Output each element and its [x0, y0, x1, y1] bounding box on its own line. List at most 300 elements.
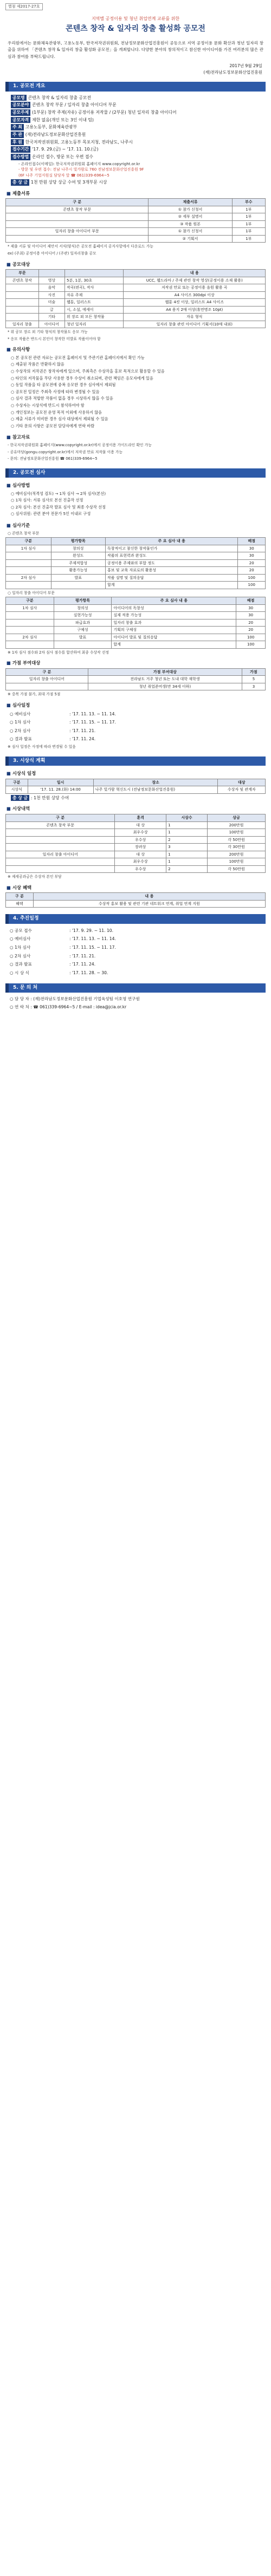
table-cell: 저작권 만료 또는 공정이용 음원 활용 곡 [124, 284, 266, 292]
table-cell: 공정이용 주제와의 부합 정도 [105, 559, 237, 567]
benefits-heading: ■ 시상 혜택 [7, 884, 266, 891]
review-method-heading: ■ 심사방법 [7, 482, 266, 489]
table-cell: 아이디어의 독창성 [112, 604, 236, 612]
table-header-cell [64, 270, 124, 277]
table-cell: 2차 심사 [6, 574, 51, 582]
table-row [6, 235, 266, 243]
table-cell [6, 291, 39, 299]
list-item: ○ 심사 결과 적합한 작품이 없을 경우 시상하지 않을 수 있음 [11, 395, 263, 402]
table-cell: 200만원 [208, 851, 266, 858]
table-cell: 1 [166, 829, 208, 837]
overview-award [11, 179, 266, 186]
table-cell: 100만원 [208, 829, 266, 837]
table-cell [6, 858, 115, 866]
table-row [6, 552, 266, 560]
organization: (재)전라남도정보문화산업진흥원 [203, 69, 262, 75]
table-cell: 우수상 [115, 836, 166, 844]
table-cell: 2 [166, 865, 208, 873]
table-cell [6, 306, 39, 314]
table-cell: 1부 [232, 228, 265, 236]
table-cell [6, 284, 39, 292]
table-cell: 청년 취업준비생(만 34세 이하) [88, 683, 242, 690]
table-row [6, 284, 266, 292]
table-row [6, 299, 266, 306]
prize-subject-heading: ■ 공모대상 [7, 261, 266, 268]
table-cell: 30 [238, 552, 266, 560]
table-cell: 웹툰, 일러스트 [64, 299, 124, 306]
overview-award-key: 총 상 금 [11, 179, 29, 186]
schedule-value: : '17. 11. 24. [69, 736, 96, 742]
table-row [6, 641, 266, 649]
table-cell: 100 [238, 582, 266, 589]
table-header-cell: 구 분 [6, 893, 34, 901]
schedule-label: ○ 시 상 식 [10, 970, 29, 975]
table-header-cell: 구 분 [6, 199, 149, 206]
table-cell: 1 [166, 858, 208, 866]
table-cell [6, 213, 149, 221]
table-cell: 기획의 구체성 [112, 627, 236, 634]
overview-item [11, 139, 266, 146]
table-cell: 합계 [112, 641, 236, 649]
table-cell: 100 [236, 641, 266, 649]
schedule-label: ○ 결과 발표 [10, 736, 32, 742]
overview-item [11, 117, 266, 123]
table-row [6, 559, 266, 567]
benefits-table [5, 892, 266, 908]
table-cell: 1부 [232, 213, 265, 221]
table-cell: 수상자 및 관계자 [218, 786, 266, 794]
list-item: ○ 동일 작품을 타 공모전에 중복 응모한 경우 심사에서 제외됨 [11, 382, 263, 389]
overview-award-value: 1천 만원 상당 상금 수여 및 3개부문 시상 [31, 180, 107, 185]
page-title: 콘텐츠 창작 & 일자리 창출 활성화 공모전 [66, 24, 205, 33]
overview-note: - 온라인접수(이메일): 한국저작권위원회 홈페이지 www.copyright.or.kr [18, 161, 140, 166]
table-cell: 30 [238, 545, 266, 552]
overview-item-key: 공모자격 [11, 117, 30, 123]
table-row [6, 574, 266, 582]
schedule-row [10, 927, 261, 935]
schedule-label: ○ 2차 심사 [10, 953, 31, 958]
overview-item-value: 한국저작권위원회, 고용노동부 목포지청, 전라남도, 나주시 [25, 139, 133, 145]
table-row [6, 277, 266, 284]
schedule-label: ○ 2차 심사 [10, 728, 31, 733]
entry-docs-notes [5, 244, 266, 256]
table-header-cell: 구분 [6, 538, 51, 545]
table-cell: 작곡(편곡), 작사 [64, 284, 124, 292]
schedule-row [10, 710, 261, 718]
table-cell: 청년 일자리 [64, 321, 124, 328]
schedule-row [10, 961, 261, 968]
overview-item-value: 온라인 접수, 방문 또는 우편 접수 [32, 154, 93, 159]
overview-notes [5, 161, 266, 179]
bonus-heading: ■ 가점 부여대상 [7, 660, 266, 667]
table-row [6, 619, 266, 627]
table-cell: 1 [166, 851, 208, 858]
schedule-row [10, 969, 261, 977]
table-row [6, 220, 266, 228]
table-cell [6, 829, 115, 837]
table-cell: 5분, 1분, 30초 [64, 277, 124, 284]
table-cell: 글 [38, 306, 64, 314]
table-header-cell: 평가항목 [51, 538, 105, 545]
table-cell: 1부 [232, 235, 265, 243]
schedule-label: ○ 예비심사 [10, 711, 31, 716]
section-review-heading: 2. 공모전 심사 [5, 468, 266, 478]
contact-line: ○ 연 락 처 : ☎ 061)339-6964~5 / E-mail : idea@jcia.or.kr [10, 1004, 127, 1009]
bonus-note: ※ 중복 가점 불가, 최대 가점 5점 [8, 692, 61, 697]
list-item: ○ 심사위원: 관련 분야 전문가 5인 이내로 구성 [11, 511, 263, 518]
table-cell: 1차 심사 [6, 604, 54, 612]
prize-list-heading: ■ 시상내역 [7, 805, 266, 812]
table-cell: 독창적이고 참신한 창작물인가 [105, 545, 237, 552]
table-cell: UCC, 웹드라마 / 주제 관련 창작 영상(공정이용 소재 활용) [124, 277, 266, 284]
table-cell: 발표 [51, 574, 105, 582]
list-item: ○ 수상작의 저작권은 창작자에게 있으며, 주최측은 수상작을 홍보 목적으로 활용할 수 있음 [11, 368, 263, 375]
schedule-row [10, 727, 261, 735]
schedule-value: : '17. 11. 13. ~ 11. 14. [69, 936, 116, 942]
table-cell [6, 612, 54, 619]
table-cell: 구체성 [54, 627, 112, 634]
list-item: ○ 제출된 작품은 반환하지 않음 [11, 361, 263, 368]
overview-item-value: 콘텐츠 창작 & 일자리 창출 공모전 [28, 95, 91, 100]
list-item: ○ 공모전 일정은 주최측 사정에 따라 변경될 수 있음 [11, 389, 263, 396]
table-cell: 발표 [54, 634, 112, 641]
table-cell: 웹툰 4컷 이상, 일러스트 A4 사이즈 [124, 299, 266, 306]
note-line: - 공유마당(gongu.copyright.or.kr)에서 저작권 만료 저작물 이용 가능 [8, 449, 123, 454]
table-cell: 작품 설명 및 질의응답 [105, 574, 237, 582]
table-row [6, 900, 266, 908]
table-header-cell: 구 분 [6, 814, 115, 822]
table-cell: 1부 [232, 206, 265, 213]
schedule-row [10, 953, 261, 960]
table-row [6, 844, 266, 851]
entry-docs-heading: ■ 제출서류 [7, 190, 266, 197]
table-cell: 일자리 창출 아이디어 부문 [6, 228, 149, 236]
table-header-cell: 가점 부여대상 [88, 668, 242, 676]
overall-schedule-list [5, 927, 266, 977]
table-header-cell [38, 270, 64, 277]
table-cell: 작품의 표현력과 완성도 [105, 552, 237, 560]
section-contact-heading: 5. 문 의 처 [5, 983, 266, 993]
schedule-row [10, 719, 261, 726]
schedule-label: ○ 1차 심사 [10, 720, 31, 725]
overview-item [11, 95, 266, 101]
schedule-label: ○ 1차 심사 [10, 945, 31, 950]
section-schedule-heading: 4. 추진일정 [5, 914, 266, 924]
table-header-cell: 배점 [238, 538, 266, 545]
table-cell: 홍보 및 교육 자료로의 활용성 [105, 567, 237, 575]
table-cell: ① 참가 신청서 [149, 228, 232, 236]
total-prize-key: 총 상 금 [11, 795, 29, 801]
table-cell: A4 사이즈 300dpi 이상 [124, 291, 266, 299]
table-cell [6, 683, 88, 690]
table-header-cell: 시상수 [166, 814, 208, 822]
table-cell: '17. 11. 28.(화) 14:00 [28, 786, 93, 794]
table-cell: 30 [236, 612, 266, 619]
table-header-cell: 구분 [6, 779, 28, 786]
table-cell: 아이디어 [38, 321, 64, 328]
table-cell [6, 559, 51, 567]
table-cell: 콘텐츠 창작 [6, 277, 39, 284]
table-cell: ③ 작품 원본 [149, 220, 232, 228]
table-row [6, 851, 266, 858]
table-cell: 일자리 창출 아이디어 [6, 676, 88, 683]
references-heading: ■ 참고자료 [7, 434, 266, 441]
overview-item-key: 주 관 [11, 132, 24, 138]
overview-item-key: 접수기간 [11, 146, 30, 153]
table-header-cell: 상금 [208, 814, 266, 822]
note-line: - 한국저작권위원회 홈페이지(www.copyright.or.kr)에서 공정이용 가이드라인 확인 가능 [8, 442, 152, 447]
schedule-label: ○ 공모 접수 [10, 928, 32, 933]
table-cell: 자유 주제 [64, 291, 124, 299]
table-header-cell: 훈격 [115, 814, 166, 822]
table-header-cell: 구 분 [6, 668, 88, 676]
table-header-cell: 부문 [6, 270, 39, 277]
prize-subject-notes [5, 329, 266, 342]
table-cell [6, 844, 115, 851]
table-header-cell: 내 용 [33, 893, 265, 901]
schedule-label: ○ 결과 발표 [10, 962, 32, 967]
table-row [6, 786, 266, 794]
list-item: ○ 타인의 저작물을 무단 사용한 경우 수상이 취소되며, 관련 책임은 응모자에게 있음 [11, 375, 263, 382]
table-header-cell: 부수 [232, 199, 265, 206]
table-cell: 일자리 창출 [6, 321, 39, 328]
table-cell: 아이디어 발표 및 질의응답 [112, 634, 236, 641]
list-item: ○ 본 공모전 관련 자료는 공모전 홈페이지 및 주관기관 홈페이지에서 확인 가능 [11, 355, 263, 362]
table-row [6, 321, 266, 328]
table-cell: 기타 [38, 314, 64, 321]
table-cell: 콘텐츠 창작 부문 [6, 206, 149, 213]
overview-item-key: 공모명 [11, 95, 27, 101]
table-header-cell: 내 용 [124, 270, 266, 277]
table-cell: 활용가능성 [51, 567, 105, 575]
table-cell: 음악 [38, 284, 64, 292]
table-cell: 창의성 [54, 604, 112, 612]
table-cell: 일자리 창출 관련 아이디어 기획서(10매 내외) [124, 321, 266, 328]
list-item: ○ 기타 문의 사항은 공모전 담당자에게 연락 바람 [11, 423, 263, 430]
ceremony-heading: ■ 시상식 일정 [7, 770, 266, 777]
table-cell [6, 567, 51, 575]
doc-number: 별첨 제2017-27호 [5, 3, 43, 10]
table-cell: 20 [236, 619, 266, 627]
schedule-value: : '17. 11. 21. [69, 728, 96, 733]
table-row [6, 213, 266, 221]
schedule-row [10, 944, 261, 951]
table-cell [6, 836, 115, 844]
table-row [6, 612, 266, 619]
announcement-page [5, 0, 266, 1010]
table-row [6, 865, 266, 873]
list-item: ○ 개인정보는 공모전 운영 목적 이외에 사용하지 않음 [11, 409, 263, 416]
table-cell: 장려상 [115, 844, 166, 851]
table-row [6, 836, 266, 844]
note-line: * 응모 작품은 반드시 본인이 창작한 미발표 작품이어야 함 [8, 336, 101, 341]
table-cell: 미술 [38, 299, 64, 306]
table-cell [6, 235, 149, 243]
review-schedule-note: ※ 심사 일정은 사정에 따라 변경될 수 있음 [8, 745, 76, 749]
table-cell: ② 세부 설명서 [149, 213, 232, 221]
list-item: ○ 2차 심사: 본선 진출작 발표 심사 및 최종 수상작 선정 [11, 504, 263, 511]
table-cell: 자유 형식 [124, 314, 266, 321]
table-cell: 대 상 [115, 851, 166, 858]
table-cell: 완성도 [51, 552, 105, 560]
table-header-cell: 주 요 심사 내 용 [112, 597, 236, 605]
table-header-cell: 일시 [28, 779, 93, 786]
prize-subject-table [5, 269, 266, 328]
schedule-label: ○ 예비심사 [10, 936, 31, 942]
table-cell [6, 641, 54, 649]
schedule-value: : '17. 11. 13. ~ 11. 14. [69, 711, 116, 716]
list-item: ○ 제출 서류가 미비한 경우 심사 대상에서 제외될 수 있음 [11, 416, 263, 423]
overview-item [11, 109, 266, 116]
overview-item [11, 146, 266, 153]
table-cell: 합계 [105, 582, 237, 589]
table-cell: 사진 [38, 291, 64, 299]
table-header-cell: 대상 [218, 779, 266, 786]
schedule-value: : '17. 9. 29. ~ 11. 10. [69, 928, 114, 933]
table-cell: 1 [166, 821, 208, 829]
warnings-heading: ■ 유의사항 [7, 346, 266, 353]
table-cell: 콘텐츠 창작 부문 [6, 821, 115, 829]
overview-item [11, 132, 266, 138]
table-cell [51, 582, 105, 589]
table-cell: 전라남도 거주 청년 또는 도내 대학 재학생 [88, 676, 242, 683]
criteria-b-table [5, 597, 266, 649]
overview-note: - 방문 및 우편 접수: 전남 나주시 빛가람로 760 전남정보문화산업진흥원 9F [18, 167, 144, 172]
table-header-cell: 장소 [93, 779, 218, 786]
table-cell: 5 [242, 676, 265, 683]
table-cell: 대 상 [115, 821, 166, 829]
criteria-note: ※ 1차 심사 점수와 2차 심사 점수를 합산하여 최종 수상작 선정 [8, 650, 109, 655]
table-cell: 100 [236, 634, 266, 641]
table-cell: A4 용지 2매 이상(휴먼명조 10pt) [124, 306, 266, 314]
bonus-table [5, 668, 266, 691]
table-cell: 1부 [232, 220, 265, 228]
table-row [6, 634, 266, 641]
table-row [6, 306, 266, 314]
table-cell: ① 참가 신청서 [149, 206, 232, 213]
table-header-cell: 주 요 심사 내 용 [105, 538, 237, 545]
table-cell [6, 582, 51, 589]
table-cell: 각 30만원 [208, 844, 266, 851]
section-overview-heading: 1. 공모전 개요 [5, 82, 266, 92]
entry-docs-table [5, 198, 266, 243]
schedule-value: : '17. 11. 15. ~ 11. 17. [69, 945, 116, 950]
table-cell: 100 [238, 574, 266, 582]
table-cell: 30 [236, 604, 266, 612]
table-cell: 실현가능성 [54, 612, 112, 619]
table-cell: 우수상 [115, 865, 166, 873]
table-cell: 100만원 [208, 858, 266, 866]
list-item: ○ 수상자는 시상식에 반드시 참석하여야 함 [11, 402, 263, 409]
table-row [6, 314, 266, 321]
overview-item-key: 후 원 [11, 139, 24, 146]
table-cell: ② 기획서 [149, 235, 232, 243]
table-header-cell: 구분 [6, 597, 54, 605]
overview-item-key: 공모분야 [11, 102, 30, 108]
table-cell: 주제적합성 [51, 559, 105, 567]
table-cell: 혜택 [6, 900, 34, 908]
overview-item-value: 제한 없음(개인 또는 3인 이내 팀) [32, 117, 94, 122]
table-row [6, 627, 266, 634]
schedule-row [10, 735, 261, 743]
overview-item [11, 154, 266, 160]
overview-item [11, 124, 266, 131]
table-cell: 창의성 [51, 545, 105, 552]
warnings-list [11, 355, 263, 430]
table-row [6, 829, 266, 837]
intro-paragraph: 우리원에서는 문화체육관광부, 고용노동부, 한국저작권위원회, 전남정보문화산업진흥원이 공동으로 지역 공정이용 문화 확산과 청년 일자리 창출을 위하여 「콘텐츠 창작 & 일자리 창출 활성화 공모전」을 개최합니다. 다양한 분야의 창의적이고 참신한 아이디어를 가진 여러분의 많은 관심과 참여를 부탁드립니다. [8, 40, 263, 60]
criteria-a-table [5, 537, 266, 589]
table-cell [6, 220, 149, 228]
contact-lines [5, 996, 266, 1010]
overview-item-key: 공모주제 [11, 109, 30, 116]
table-cell: 최우수상 [115, 858, 166, 866]
note-line: * 위 공모 장르 외 기타 형식의 창작물도 응모 가능 [8, 330, 88, 335]
prize-list-note: ※ 제세공과금은 수상자 본인 부담 [8, 875, 62, 879]
schedule-row [10, 935, 261, 943]
table-cell: 3 [166, 844, 208, 851]
table-row [6, 582, 266, 589]
table-cell [6, 314, 39, 321]
total-prize-value: : 1천 만원 상당 수여 [31, 795, 69, 800]
table-cell: 20 [238, 559, 266, 567]
table-row [6, 545, 266, 552]
table-row [6, 858, 266, 866]
review-method-list [11, 491, 263, 518]
overview-item-value: 고용노동부, 문화체육관광부 [25, 125, 78, 130]
table-cell [6, 552, 51, 560]
table-header-cell: 평가항목 [54, 597, 112, 605]
overview-item [11, 102, 266, 108]
table-cell: 20 [238, 567, 266, 575]
contact-line: ○ 담 당 자 : (재)전라남도정보문화산업진흥원 기업육성팀 이호영 연구원 [10, 996, 140, 1002]
table-cell [6, 299, 39, 306]
criteria-b-label: ○ 일자리 창출 아이디어 부문 [8, 590, 55, 595]
table-row [6, 228, 266, 236]
table-cell [6, 865, 115, 873]
table-row [6, 821, 266, 829]
review-schedule-heading: ■ 심사일정 [7, 702, 266, 709]
prize-list-table [5, 814, 266, 873]
table-cell: 실제 적용 가능성 [112, 612, 236, 619]
subtitle: 지역별 공정이용 및 청년 취업연계 교류를 위한 [91, 16, 180, 21]
table-cell: 위 장르 외 모든 창작물 [64, 314, 124, 321]
table-row [6, 683, 266, 690]
overview-item-key: 접수방법 [11, 154, 30, 160]
table-cell [6, 619, 54, 627]
table-cell: 일자리 창출 아이디어 [6, 851, 115, 858]
schedule-value: : '17. 11. 28. ~ 30. [69, 970, 108, 975]
review-criteria-heading: ■ 심사기준 [7, 522, 266, 529]
table-cell: 각 50만원 [208, 836, 266, 844]
table-cell: 20 [236, 627, 266, 634]
table-cell: 일자리 창출 효과 [112, 619, 236, 627]
table-cell: 각 50만원 [208, 865, 266, 873]
table-cell: 200만원 [208, 821, 266, 829]
overview-note: (6F 나주 기업지원실 담당자 앞 ☎ 061)339-6964~5 [18, 173, 109, 178]
table-header-cell: 가점 [242, 668, 265, 676]
overview-item-value: '17. 9. 29.(금) ~ '17. 11. 10.(금) [32, 147, 99, 152]
schedule-value: : '17. 11. 24. [69, 962, 96, 967]
publish-date: 2017년 9월 29일 [229, 63, 262, 69]
table-header-cell: 제출서류 [149, 199, 232, 206]
table-cell [54, 641, 112, 649]
table-cell: 영상 [38, 277, 64, 284]
overview-item-value: 콘텐츠 창작 부문 / 일자리 창출 아이디어 부문 [32, 102, 117, 108]
table-cell: 파급효과 [54, 619, 112, 627]
table-row [6, 206, 266, 213]
list-item: ○ 1차 심사: 서류 심사로 본선 진출작 선정 [11, 497, 263, 504]
